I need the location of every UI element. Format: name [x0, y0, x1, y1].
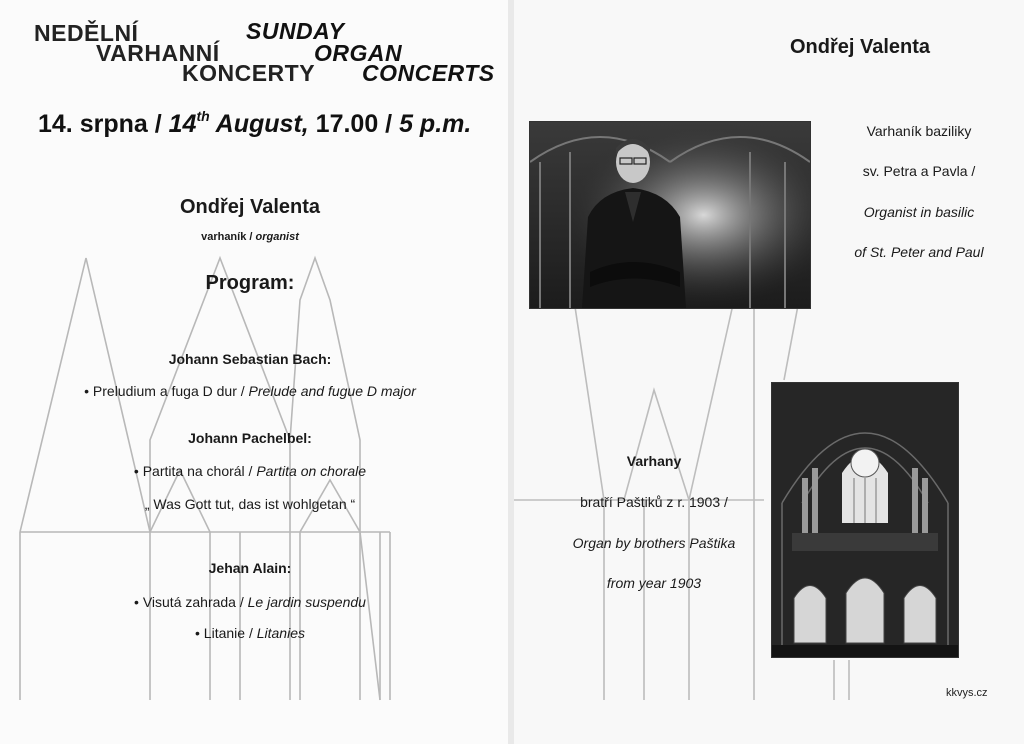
organ-line2: Organ by brothers Paštika [572, 535, 736, 551]
header-cz-line1: NEDĚLNÍ [34, 20, 139, 46]
time-en: 5 p.m. [399, 110, 472, 138]
organ-line1: bratří Paštiků z r. 1903 / [580, 494, 728, 510]
piece-cz: Litanie / [203, 625, 257, 641]
right-title: Ondřej Valenta [789, 36, 931, 58]
composer-alain: Jehan Alain: [208, 560, 292, 576]
bio-line1: Varhaník baziliky [866, 123, 972, 139]
header-en-line3: CONCERTS [362, 60, 495, 86]
organ-photo-image [772, 383, 958, 657]
program-heading: Program: [205, 272, 295, 294]
organ-line3: from year 1903 [606, 575, 702, 591]
time-cz: 17.00 / [308, 110, 400, 138]
piece-bach-1 [0, 383, 500, 399]
piece-cz: Partita na chorál / [142, 463, 257, 479]
date-en-month: August, [209, 110, 309, 138]
performer-role [0, 231, 500, 243]
role-en: organist [255, 231, 299, 243]
bullet: • [195, 625, 200, 641]
piece-en: Partita on chorale [256, 463, 367, 479]
bullet: • [84, 383, 90, 399]
header-en-line2: ORGAN [314, 40, 403, 66]
bullet: • [133, 463, 139, 479]
concert-date [38, 108, 471, 139]
piece-pachelbel-1 [0, 463, 500, 479]
left-page [0, 0, 508, 744]
piece-en: Prelude and fugue D major [248, 383, 416, 399]
header-en-line1: SUNDAY [246, 18, 345, 44]
piece-cz: Preludium a fuga D dur / [92, 383, 249, 399]
organ-heading: Varhany [626, 453, 682, 469]
piece-pachelbel-chorale-title: „ Was Gott tut, das ist wohlgetan “ [144, 496, 356, 512]
right-page [514, 0, 1024, 744]
organist-photo-image [530, 122, 810, 308]
date-cz: 14. srpna / [38, 110, 169, 138]
role-cz: varhaník / [201, 231, 256, 243]
date-en-suffix: th [196, 108, 210, 124]
organ-photo [772, 383, 958, 657]
piece-en: Litanies [256, 625, 305, 641]
header-cz-line2: VARHANNÍ [96, 40, 220, 66]
performer-name: Ondřej Valenta [179, 196, 321, 218]
piece-alain-2 [0, 625, 500, 641]
header-cz-line3: KONCERTY [182, 60, 316, 86]
piece-en: Le jardin suspendu [247, 594, 366, 610]
piece-cz: Visutá zahrada / [142, 594, 248, 610]
composer-pachelbel: Johann Pachelbel: [188, 430, 312, 446]
bio-line3: Organist in basilic [863, 204, 975, 220]
bullet: • [134, 594, 139, 610]
bio-line2: sv. Petra a Pavla / [862, 163, 976, 179]
piece-alain-1 [0, 594, 500, 610]
footer-url: kkvys.cz [946, 687, 988, 699]
date-en-day: 14 [168, 110, 197, 138]
bio-line4: of St. Peter and Paul [854, 244, 984, 260]
composer-bach: Johann Sebastian Bach: [168, 351, 332, 367]
organist-photo [530, 122, 810, 308]
